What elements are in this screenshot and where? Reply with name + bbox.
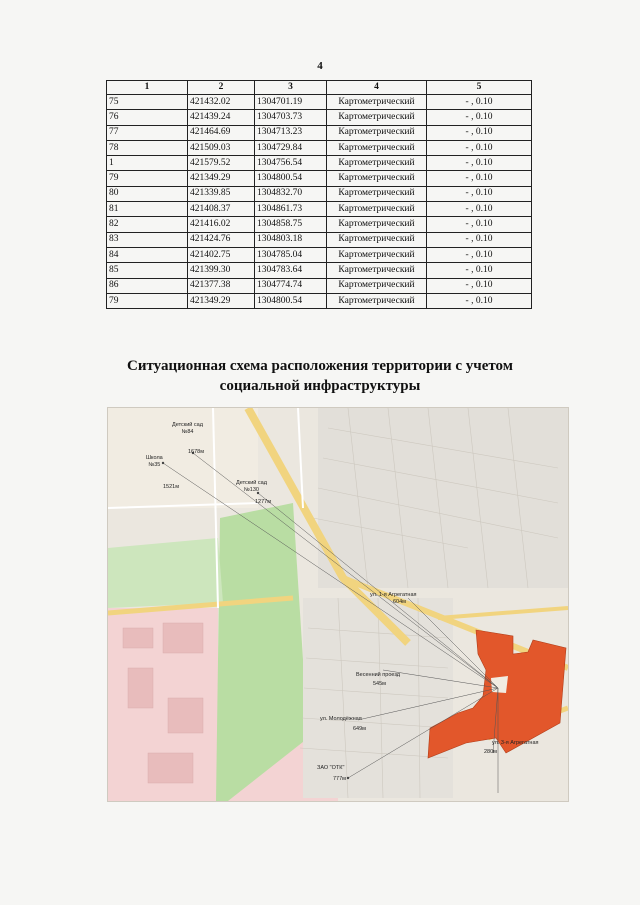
accuracy-cell: - , 0.10: [427, 293, 532, 308]
table-row: [107, 247, 532, 262]
table-header-row: [107, 81, 532, 95]
table-row: [107, 156, 532, 171]
method-cell: Картометрический: [327, 232, 427, 247]
point-number-cell: 79: [107, 171, 188, 186]
method-cell: Картометрический: [327, 293, 427, 308]
point-number-cell: 80: [107, 186, 188, 201]
column-header: 1: [107, 81, 188, 95]
zao-distance: 777м: [333, 776, 346, 782]
method-cell: Картометрический: [327, 247, 427, 262]
accuracy-cell: - , 0.10: [427, 278, 532, 293]
y-coordinate-cell: 1304785.04: [255, 247, 327, 262]
column-header: 4: [327, 81, 427, 95]
x-coordinate-cell: 421439.24: [188, 110, 255, 125]
kindergarten-84-label: [172, 422, 203, 435]
x-coordinate-cell: 421432.02: [188, 95, 255, 110]
accuracy-cell: - , 0.10: [427, 125, 532, 140]
x-coordinate-cell: 421509.03: [188, 140, 255, 155]
point-number-cell: 1: [107, 156, 188, 171]
x-coordinate-cell: 421349.29: [188, 171, 255, 186]
accuracy-cell: - , 0.10: [427, 171, 532, 186]
page-number: 4: [317, 60, 323, 72]
table-row: [107, 110, 532, 125]
kindergarten-84-distance: 1678м: [188, 449, 205, 455]
agregatnaya-1-label: ул. 1-я Агрегатная: [370, 592, 417, 598]
y-coordinate-cell: 1304756.54: [255, 156, 327, 171]
school-35-label: [146, 455, 163, 468]
accuracy-cell: - , 0.10: [427, 110, 532, 125]
y-coordinate-cell: 1304800.54: [255, 171, 327, 186]
method-cell: Картометрический: [327, 140, 427, 155]
accuracy-cell: - , 0.10: [427, 186, 532, 201]
x-coordinate-cell: 421579.52: [188, 156, 255, 171]
table-row: [107, 263, 532, 278]
accuracy-cell: - , 0.10: [427, 263, 532, 278]
accuracy-cell: - , 0.10: [427, 202, 532, 217]
y-coordinate-cell: 1304803.18: [255, 232, 327, 247]
table-row: [107, 95, 532, 110]
accuracy-cell: - , 0.10: [427, 156, 532, 171]
method-cell: Картометрический: [327, 110, 427, 125]
kindergarten-84-name: Детский сад: [172, 422, 203, 428]
accuracy-cell: - , 0.10: [427, 217, 532, 232]
column-header: 5: [427, 81, 532, 95]
y-coordinate-cell: 1304701.19: [255, 95, 327, 110]
kindergarten-130-name: Детский сад: [236, 480, 267, 486]
table-row: [107, 278, 532, 293]
table-row: [107, 202, 532, 217]
point-number-cell: 86: [107, 278, 188, 293]
x-coordinate-cell: 421399.30: [188, 263, 255, 278]
point-number-cell: 84: [107, 247, 188, 262]
y-coordinate-cell: 1304800.54: [255, 293, 327, 308]
molodezhnaya-distance: 649м: [353, 726, 366, 732]
table-row: [107, 125, 532, 140]
y-coordinate-cell: 1304861.73: [255, 202, 327, 217]
point-number-cell: 79: [107, 293, 188, 308]
method-cell: Картометрический: [327, 278, 427, 293]
x-coordinate-cell: 421349.29: [188, 293, 255, 308]
title-line-2: социальной инфраструктуры: [219, 378, 421, 394]
kindergarten-130-label: [236, 480, 267, 493]
method-cell: Картометрический: [327, 202, 427, 217]
table-row: [107, 186, 532, 201]
title-line-1: Ситуационная схема расположения территории с учетом: [127, 358, 513, 374]
molodezhnaya-label: ул. Молодёжная: [320, 716, 362, 722]
accuracy-cell: - , 0.10: [427, 232, 532, 247]
column-header: 2: [188, 81, 255, 95]
x-coordinate-cell: 421339.85: [188, 186, 255, 201]
school-35-name: Школа: [146, 455, 163, 461]
method-cell: Картометрический: [327, 95, 427, 110]
point-number-cell: 82: [107, 217, 188, 232]
method-cell: Картометрический: [327, 125, 427, 140]
kindergarten-130-number: №130: [243, 486, 259, 493]
method-cell: Картометрический: [327, 156, 427, 171]
coordinates-table: [106, 80, 532, 309]
table-row: [107, 140, 532, 155]
school-35-number: №35: [148, 461, 161, 468]
x-coordinate-cell: 421464.69: [188, 125, 255, 140]
agregatnaya-3-label: ул. 3-я Агрегатная: [492, 740, 539, 746]
accuracy-cell: - , 0.10: [427, 95, 532, 110]
y-coordinate-cell: 1304774.74: [255, 278, 327, 293]
point-number-cell: 75: [107, 95, 188, 110]
table-row: [107, 232, 532, 247]
y-coordinate-cell: 1304713.23: [255, 125, 327, 140]
vesenniy-distance: 545м: [373, 681, 386, 687]
point-number-cell: 78: [107, 140, 188, 155]
kindergarten-130-distance: 1277м: [255, 499, 272, 505]
point-number-cell: 83: [107, 232, 188, 247]
y-coordinate-cell: 1304858.75: [255, 217, 327, 232]
page-title: [100, 356, 540, 396]
point-number-cell: 76: [107, 110, 188, 125]
y-coordinate-cell: 1304703.73: [255, 110, 327, 125]
school-35-distance: 1521м: [163, 484, 180, 490]
x-coordinate-cell: 421377.38: [188, 278, 255, 293]
column-header: 3: [255, 81, 327, 95]
method-cell: Картометрический: [327, 217, 427, 232]
kindergarten-84-number: №84: [181, 428, 194, 435]
situation-map: [107, 407, 569, 802]
table-row: [107, 171, 532, 186]
zao-label: ЗАО "ОТК": [317, 765, 345, 771]
y-coordinate-cell: 1304832.70: [255, 186, 327, 201]
accuracy-cell: - , 0.10: [427, 247, 532, 262]
agregatnaya-3-distance: 280м: [484, 749, 497, 755]
x-coordinate-cell: 421416.02: [188, 217, 255, 232]
point-number-cell: 77: [107, 125, 188, 140]
point-number-cell: 81: [107, 202, 188, 217]
vesenniy-label: Весенний проезд: [356, 672, 400, 678]
accuracy-cell: - , 0.10: [427, 140, 532, 155]
point-number-cell: 85: [107, 263, 188, 278]
y-coordinate-cell: 1304783.64: [255, 263, 327, 278]
agregatnaya-1-distance: 604м: [393, 599, 406, 605]
x-coordinate-cell: 421408.37: [188, 202, 255, 217]
x-coordinate-cell: 421424.76: [188, 232, 255, 247]
y-coordinate-cell: 1304729.84: [255, 140, 327, 155]
method-cell: Картометрический: [327, 186, 427, 201]
method-cell: Картометрический: [327, 263, 427, 278]
method-cell: Картометрический: [327, 171, 427, 186]
x-coordinate-cell: 421402.75: [188, 247, 255, 262]
table-row: [107, 217, 532, 232]
table-row: [107, 293, 532, 308]
